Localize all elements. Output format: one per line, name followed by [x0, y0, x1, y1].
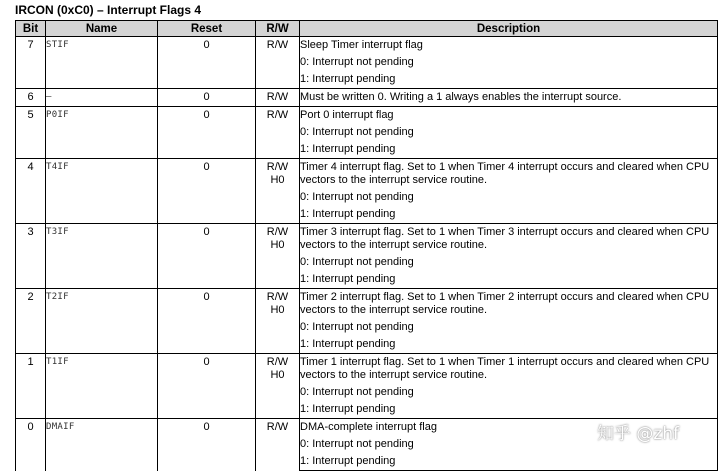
reset-cell: 0 — [158, 419, 256, 471]
reset-cell: 0 — [158, 159, 256, 224]
description-cell: DMA-complete interrupt flag — [300, 419, 718, 435]
description-value-line: 1: Interrupt pending — [300, 69, 718, 89]
header-reset: Reset — [158, 21, 256, 37]
description-cell: Timer 1 interrupt flag. Set to 1 when Timer 1 interrupt occurs and cleared when CPU vectors to the interrupt service routine. — [300, 354, 718, 383]
register-title: IRCON (0xC0) – Interrupt Flags 4 — [15, 3, 202, 17]
rw-cell — [256, 107, 300, 159]
header-description: Description — [300, 21, 718, 37]
description-value-line: 0: Interrupt not pending — [300, 434, 718, 451]
reset-cell: 0 — [158, 224, 256, 289]
bit-cell: 4 — [16, 159, 46, 224]
bit-cell: 1 — [16, 354, 46, 419]
table-row — [16, 37, 718, 53]
table-row — [16, 289, 718, 318]
rw-value: H0 — [270, 239, 285, 251]
register-rows — [16, 37, 718, 471]
description-cell: Sleep Timer interrupt flag — [300, 37, 718, 53]
name-cell: – — [46, 89, 158, 107]
reset-cell: 0 — [158, 354, 256, 419]
rw-cell — [256, 37, 300, 89]
name-cell: T3IF — [46, 224, 158, 289]
description-cell: Timer 2 interrupt flag. Set to 1 when Timer 2 interrupt occurs and cleared when CPU vectors to the interrupt service routine. — [300, 289, 718, 318]
rw-value: R/W — [266, 161, 289, 173]
reset-cell: 0 — [158, 37, 256, 89]
bit-cell: 2 — [16, 289, 46, 354]
header-rw: R/W — [256, 21, 300, 37]
rw-value: R/W — [266, 226, 289, 238]
description-value-line: 0: Interrupt not pending — [300, 52, 718, 69]
header-bit: Bit — [16, 21, 46, 37]
description-value-line: 0: Interrupt not pending — [300, 122, 718, 139]
rw-value: H0 — [270, 304, 285, 316]
table-row — [16, 354, 718, 383]
description-value-line: 0: Interrupt not pending — [300, 187, 718, 204]
description-value-line: 1: Interrupt pending — [300, 269, 718, 289]
rw-value: H0 — [270, 174, 285, 186]
description-value-line: 0: Interrupt not pending — [300, 382, 718, 399]
reset-cell: 0 — [158, 89, 256, 107]
reset-cell: 0 — [158, 107, 256, 159]
rw-cell — [256, 159, 300, 224]
register-table — [15, 20, 718, 471]
name-cell: P0IF — [46, 107, 158, 159]
rw-cell — [256, 419, 300, 471]
table-row — [16, 89, 718, 107]
name-cell: T1IF — [46, 354, 158, 419]
description-cell: Must be written 0. Writing a 1 always enables the interrupt source. — [300, 89, 718, 107]
name-cell: T2IF — [46, 289, 158, 354]
rw-value: R/W — [266, 356, 289, 368]
table-row — [16, 159, 718, 188]
bit-cell: 0 — [16, 419, 46, 471]
name-cell: STIF — [46, 37, 158, 89]
rw-value: R/W — [266, 291, 289, 303]
bit-cell: 7 — [16, 37, 46, 89]
rw-cell — [256, 354, 300, 419]
table-row — [16, 107, 718, 123]
description-value-line: 1: Interrupt pending — [300, 204, 718, 224]
table-row — [16, 224, 718, 253]
rw-cell — [256, 289, 300, 354]
bit-cell: 6 — [16, 89, 46, 107]
watermark: 知乎 @zhf — [597, 424, 680, 444]
bit-cell: 3 — [16, 224, 46, 289]
rw-value: R/W — [266, 109, 289, 121]
reset-cell: 0 — [158, 289, 256, 354]
description-cell: Timer 4 interrupt flag. Set to 1 when Timer 4 interrupt occurs and cleared when CPU vectors to the interrupt service routine. — [300, 159, 718, 188]
rw-cell — [256, 224, 300, 289]
rw-value: R/W — [266, 421, 289, 433]
description-value-line: 1: Interrupt pending — [300, 334, 718, 354]
description-value-line: 1: Interrupt pending — [300, 139, 718, 159]
rw-value: R/W — [266, 91, 289, 103]
header-row — [16, 21, 718, 37]
description-cell: Port 0 interrupt flag — [300, 107, 718, 123]
description-value-line: 0: Interrupt not pending — [300, 317, 718, 334]
description-value-line: 1: Interrupt pending — [300, 399, 718, 419]
description-cell: Timer 3 interrupt flag. Set to 1 when Timer 3 interrupt occurs and cleared when CPU vectors to the interrupt service routine. — [300, 224, 718, 253]
description-value-line: 0: Interrupt not pending — [300, 252, 718, 269]
rw-value: R/W — [266, 39, 289, 51]
bit-cell: 5 — [16, 107, 46, 159]
name-cell: T4IF — [46, 159, 158, 224]
description-value-line: 1: Interrupt pending — [300, 451, 718, 471]
name-cell: DMAIF — [46, 419, 158, 471]
header-name: Name — [46, 21, 158, 37]
rw-cell — [256, 89, 300, 107]
rw-value: H0 — [270, 369, 285, 381]
